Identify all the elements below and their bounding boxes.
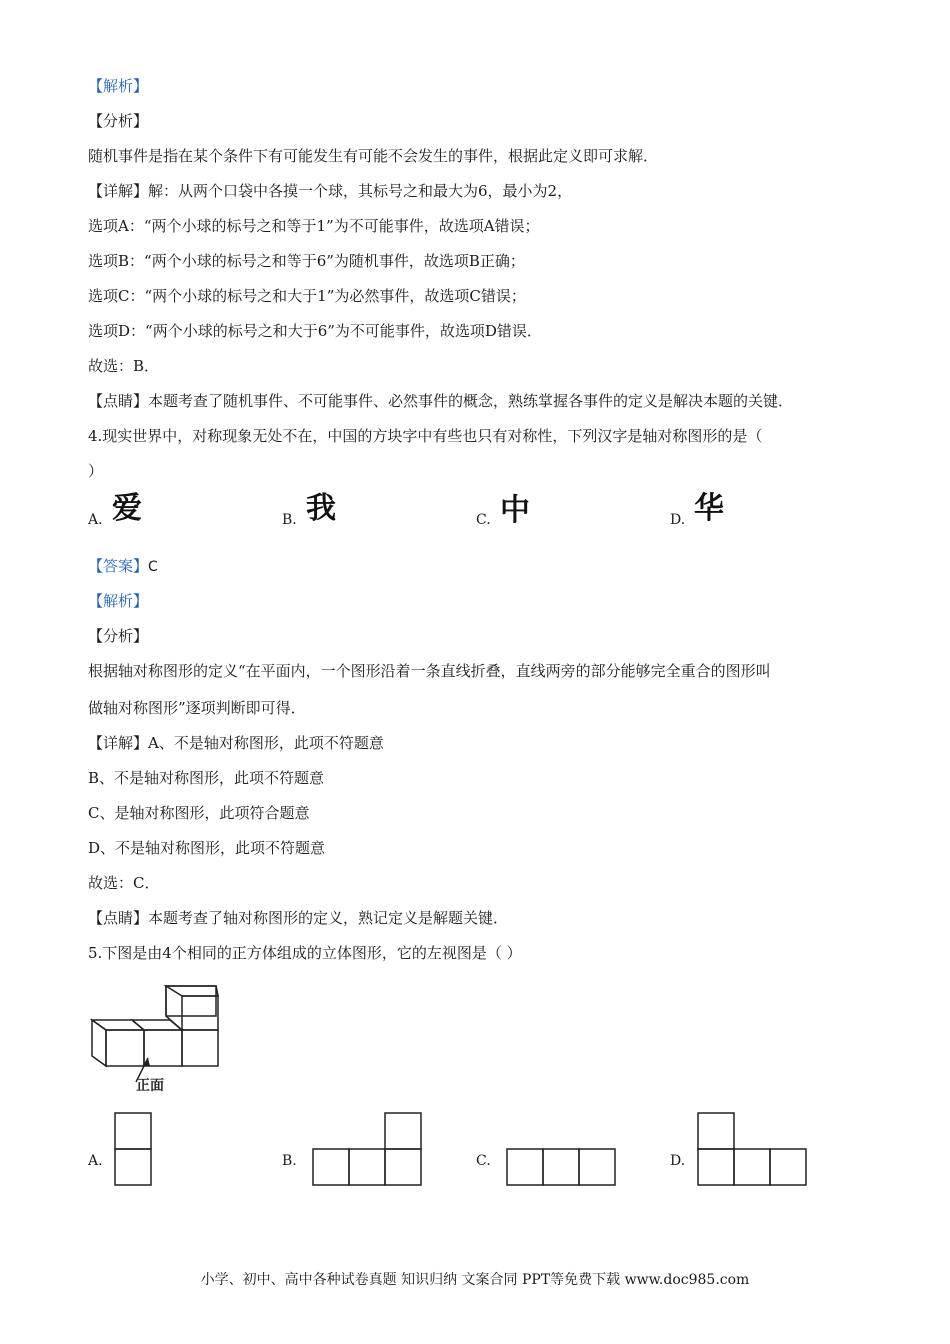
q3-option-b: 选项B：“两个小球的标号之和等于6”为随机事件，故选项B正确； <box>88 252 525 270</box>
q4-fenxi-line2: 做轴对称图形”逐项判断即可得． <box>88 699 306 717</box>
q3-option-a: 选项A：“两个小球的标号之和等于1”为不可能事件，故选项A错误； <box>88 217 540 235</box>
q4-choice-c-letter: C. <box>476 512 491 528</box>
q3-xiangjie: 【详解】解：从两个口袋中各摸一个球，其标号之和最大为6，最小为2， <box>88 182 573 200</box>
q4-choice-d-letter: D. <box>670 512 686 528</box>
q3-jiexi-tag: 【解析】 <box>88 77 149 95</box>
q4-stem-line1: 4.现实世界中，对称现象无处不在，中国的方块字中有些也只有对称性，下列汉字是轴对称图形的是（ <box>88 427 763 445</box>
q5-choice-a-letter: A. <box>88 1153 103 1169</box>
q4-choice-b-letter: B. <box>282 512 297 528</box>
q5-choice-d-figure <box>696 1111 810 1187</box>
q3-dianjing: 【点睛】本题考查了随机事件、不可能事件、必然事件的概念，熟练掌握各事件的定义是解决本题的关键． <box>88 392 794 410</box>
q5-solid-figure <box>86 984 226 1094</box>
q3-answer: 故选：B． <box>88 357 160 375</box>
q3-fenxi-text: 随机事件是指在某个条件下有可能发生有可能不会发生的事件，根据此定义即可求解． <box>88 147 659 165</box>
q3-option-c: 选项C：“两个小球的标号之和大于1”为必然事件，故选项C错误； <box>88 287 526 305</box>
q4-choice-c-char: 中 <box>500 493 530 528</box>
q4-answer: 故选：C． <box>88 874 160 892</box>
q4-dianjing: 【点睛】本题考查了轴对称图形的定义，熟记定义是解题关键． <box>88 909 509 927</box>
q4-xiangjie-a: 【详解】A、不是轴对称图形，此项不符题意 <box>88 734 384 752</box>
q3-fenxi-tag: 【分析】 <box>88 112 149 130</box>
q3-option-d: 选项D：“两个小球的标号之和大于6”为不可能事件，故选项D错误． <box>88 322 542 340</box>
q4-daan-tag: 【答案】 <box>88 557 149 575</box>
q4-fenxi-tag: 【分析】 <box>88 627 149 645</box>
q4-fenxi-line1: 根据轴对称图形的定义“在平面内，一个图形沿着一条直线折叠，直线两旁的部分能够完全重合的图形叫 <box>88 662 771 680</box>
q4-answer-line <box>88 556 158 577</box>
q5-choice-c-letter: C. <box>476 1153 491 1169</box>
q5-front-label: 正面 <box>136 1078 164 1094</box>
q5-choice-c-figure <box>505 1147 619 1187</box>
q4-choice-a-letter: A. <box>88 512 103 528</box>
q4-stem-line2: ） <box>88 462 104 480</box>
q4-choice-b-char: 我 <box>306 491 336 526</box>
q4-xiangjie-b: B、不是轴对称图形，此项不符题意 <box>88 769 325 787</box>
q5-choice-b-letter: B. <box>282 1153 297 1169</box>
q5-choice-d-letter: D. <box>670 1153 686 1169</box>
q4-xiangjie-d: D、不是轴对称图形，此项不符题意 <box>88 839 326 857</box>
q5-choice-a-figure <box>113 1111 153 1187</box>
q4-choice-a-char: 爱 <box>112 491 142 526</box>
q4-jiexi-tag: 【解析】 <box>88 592 149 610</box>
q5-stem: 5.下图是由4个相同的正方体组成的立体图形，它的左视图是（ ） <box>88 944 522 962</box>
q5-choice-b-figure <box>311 1111 425 1187</box>
q4-xiangjie-c: C、是轴对称图形，此项符合题意 <box>88 804 310 822</box>
page-footer: 小学、初中、高中各种试卷真题 知识归纳 文案合同 PPT等免费下载 www.doc985.com <box>200 1272 750 1288</box>
q4-daan-value: C <box>148 559 158 575</box>
q4-choice-d-char: 华 <box>694 491 724 526</box>
